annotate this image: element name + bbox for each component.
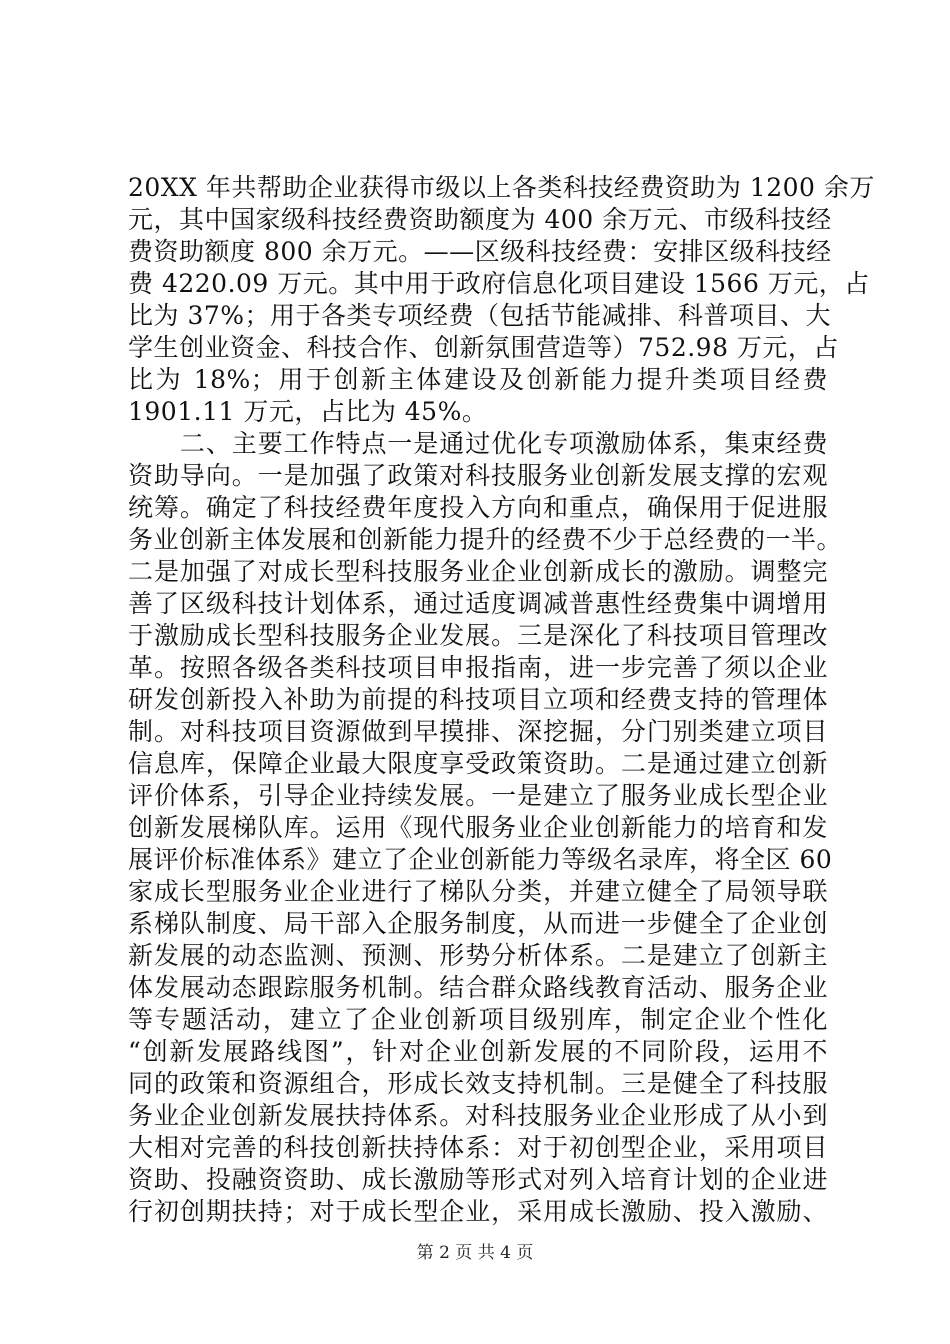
text-line: 制。对科技项目资源做到早摸排、深挖掘，分门别类建立项目 bbox=[128, 717, 828, 746]
text-line: 资助导向。一是加强了政策对科技服务业创新发展支撑的宏观 bbox=[128, 461, 828, 490]
text-line: 系梯队制度、局干部入企服务制度，从而进一步健全了企业创 bbox=[128, 909, 828, 938]
text-line: 革。按照各级各类科技项目申报指南，进一步完善了须以企业 bbox=[128, 653, 828, 682]
page-number-footer: 第 2 页 共 4 页 bbox=[416, 1243, 534, 1263]
text-line: 务业企业创新发展扶持体系。对科技服务业企业形成了从小到 bbox=[128, 1101, 828, 1130]
text-line: 元，其中国家级科技经费资助额度为 400 余万元、市级科技经 bbox=[128, 205, 832, 234]
text-line: 体发展动态跟踪服务机制。结合群众路线教育活动、服务企业 bbox=[128, 973, 828, 1002]
text-line: 评价体系，引导企业持续发展。一是建立了服务业成长型企业 bbox=[128, 781, 828, 810]
text-line: 学生创业资金、科技合作、创新氛围营造等）752.98 万元，占 bbox=[128, 333, 839, 362]
text-line: 比为 18%；用于创新主体建设及创新能力提升类项目经费 bbox=[128, 365, 828, 394]
document-body bbox=[128, 172, 875, 1228]
text-line: 同的政策和资源组合，形成长效支持机制。三是健全了科技服 bbox=[128, 1069, 828, 1098]
text-line: 务业创新主体发展和创新能力提升的经费不少于总经费的一半。 bbox=[128, 525, 843, 554]
text-line: 等专题活动，建立了企业创新项目级别库，制定企业个性化 bbox=[128, 1005, 828, 1034]
text-line: 资助、投融资资助、成长激励等形式对列入培育计划的企业进 bbox=[128, 1165, 828, 1194]
text-line: 信息库，保障企业最大限度享受政策资助。二是通过建立创新 bbox=[128, 749, 828, 778]
text-line: 展评价标准体系》建立了企业创新能力等级名录库，将全区 60 bbox=[128, 845, 833, 874]
text-line: “创新发展路线图”，针对企业创新发展的不同阶段，运用不 bbox=[128, 1037, 828, 1066]
text-line: 新发展的动态监测、预测、形势分析体系。二是建立了创新主 bbox=[128, 941, 828, 970]
text-line: 于激励成长型科技服务企业发展。三是深化了科技项目管理改 bbox=[128, 621, 828, 650]
text-line: 二、主要工作特点一是通过优化专项激励体系，集束经费 bbox=[128, 429, 828, 458]
text-line: 费资助额度 800 余万元。——区级科技经费：安排区级科技经 bbox=[128, 237, 832, 266]
text-line: 20XX 年共帮助企业获得市级以上各类科技经费资助为 1200 余万 bbox=[128, 173, 875, 202]
text-line: 二是加强了对成长型科技服务业企业创新成长的激励。调整完 bbox=[128, 557, 828, 586]
text-line: 研发创新投入补助为前提的科技项目立项和经费支持的管理体 bbox=[128, 685, 828, 714]
text-line: 统筹。确定了科技经费年度投入方向和重点，确保用于促进服 bbox=[128, 493, 828, 522]
text-line: 大相对完善的科技创新扶持体系：对于初创型企业，采用项目 bbox=[128, 1133, 828, 1162]
text-line: 1901.11 万元，占比为 45%。 bbox=[128, 397, 488, 426]
text-line: 比为 37%；用于各类专项经费（包括节能减排、科普项目、大 bbox=[128, 301, 832, 330]
text-line: 创新发展梯队库。运用《现代服务业企业创新能力的培育和发 bbox=[128, 813, 828, 842]
text-line: 善了区级科技计划体系，通过适度调减普惠性经费集中调增用 bbox=[128, 589, 828, 618]
text-line: 家成长型服务业企业进行了梯队分类，并建立健全了局领导联 bbox=[128, 877, 828, 906]
text-line: 费 4220.09 万元。其中用于政府信息化项目建设 1566 万元，占 bbox=[128, 269, 870, 298]
text-line: 行初创期扶持；对于成长型企业，采用成长激励、投入激励、 bbox=[128, 1197, 828, 1226]
